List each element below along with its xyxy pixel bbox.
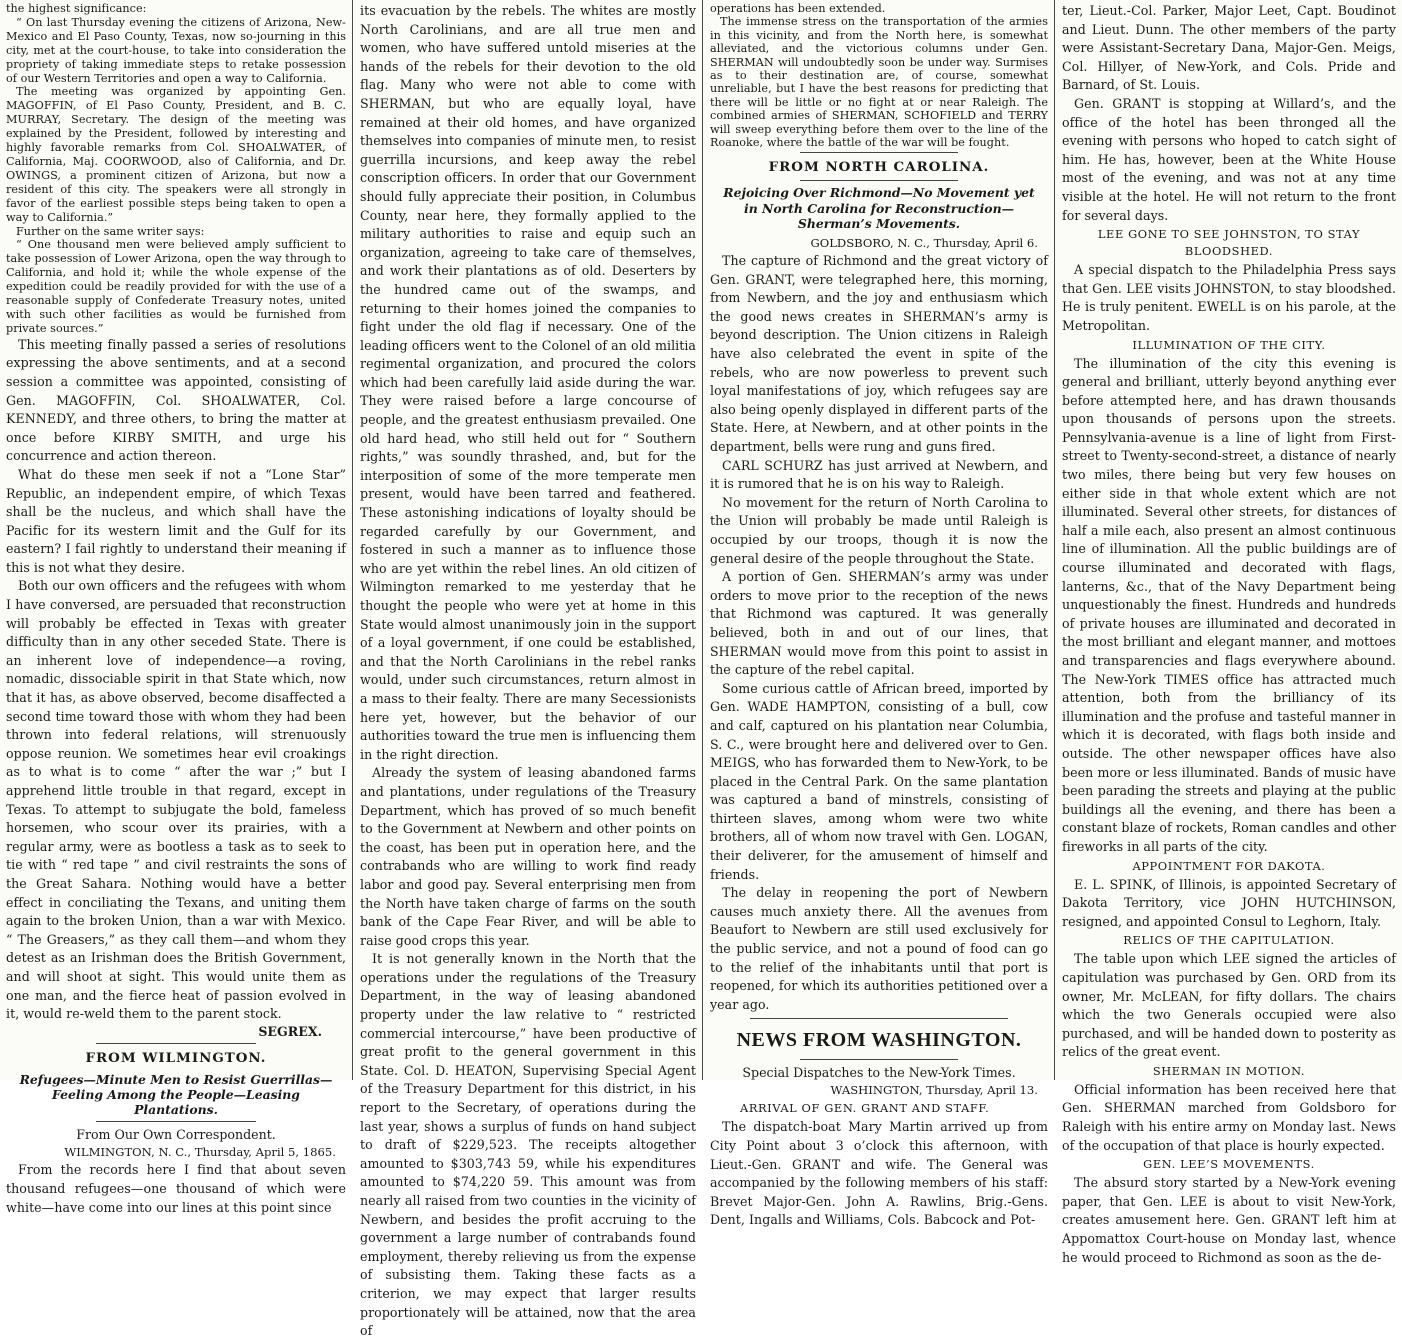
article-paragraph: Official information has been received here that Gen. SHERMAN marched from Goldsboro for Raleigh with his entire army on Monday last. News of the occupation of that place is hourly expected. — [1062, 1081, 1396, 1153]
column-1 — [2, 0, 350, 1215]
article-paragraph: What do these men seek if not a “Lone Star” Republic, an independent empire, of which Texas shall be the nucleus, and which shall have the Pacific for its western limit and the Gulf for its eastern? I fail rightly to understand their meaning if this is not what they desire. — [6, 466, 346, 575]
wilmington-heading: FROM WILMINGTON. — [85, 1049, 267, 1066]
article-paragraph: A special dispatch to the Philadelphia Press says that Gen. LEE visits JOHNSTON, to stay bloodshed. He is truly penitent. EWELL is on his parole, at the Metropolitan. — [1062, 262, 1396, 333]
article-paragraph: The immense stress on the transportation of the armies in this vicinity, and from the North here, is somewhat alleviated, and the victorious columns under Gen. SHERMAN will undoubtedly soon be under way. Surmises as to their destination are, of course, somewhat unreliable, but I have the best reasons for predicting that there will be little or no fight at or near Raleigh. The combined armies of SHERMAN, SCHOFIELD and TERRY will sweep everything before them over to the line of the Roanoke, where the battle of the war will be fought. — [710, 15, 1048, 150]
section-divider — [96, 1043, 256, 1044]
article-paragraph: It is not generally known in the North that the operations under the regulations of the Treasury Department, in the way of leasing abandoned property under the law relative to “ restricted commercial intercourse,” have been productive of great profit to the general government in this State. Col. D. HEATON, Supervising Special Agent of the Treasury Department for this district, in his report to the Secretary, of operations during the last year, shows a surplus of funds on hand subject to draft of $229,523. The receipts altogether amounted to $303,743 59, while his expenditures amounted to $74,220 59. This amount was from nearly all raised from two counties in the vicinity of Newbern, and besides the profit accruing to the government a large number of contrabands found employment, thereby relieving us from the expense of subsisting them. Taking these facts as a criterion, we may expect that larger results proportionately will be attained, now that the area of — [360, 951, 696, 1339]
sherman-subhead: SHERMAN IN MOTION. — [1152, 1063, 1306, 1078]
quote-paragraph: “ One thousand men were believed amply sufficient to take possession of Lower Arizona, open the way through to California, and hold it; while the whole expense of the expedition could be readily provided for with the use of a reasonable supply of Confederate Treasury notes, united with such other facilities as would be furnished from private sources.” — [6, 238, 346, 335]
section-divider — [800, 180, 958, 181]
washington-heading: NEWS FROM WASHINGTON. — [736, 1029, 1022, 1052]
lee-johnston-subhead: LEE GONE TO SEE JOHNSTON, TO STAY BLOODSHED. — [1097, 227, 1361, 259]
column-rule — [352, 0, 353, 1080]
article-paragraph: The dispatch-boat Mary Martin arrived up from City Point about 3 o’clock this afternoon, with Lieut.-Gen. GRANT and wife. The General was accompanied by the following members of his staff: Brevet Major-Gen. John A. Rawlins, Brig.-Gens. Dent, Ingalls and Williams, Cols. Babcock and Pot- — [710, 1119, 1048, 1228]
article-paragraph: The illumination of the city this evening is general and brilliant, utterly beyond anything ever before attempted here, and has drawn thousands upon thousands of persons upon the streets. Pennsylvania-avenue is a line of light from First-street to Twenty-second-street, a distance of nearly two miles, there being but very few houses on either side in that whole extent which are not illuminated. Several other streets, for distances of half a mile each, also present an almost continuous line of illumination. All the public buildings are of course illuminated and decorated with flags, lanterns, &c., that of the Navy Department being unquestionably the finest. Hundreds and hundreds of private houses are illuminated and decorated in the most brilliant and elegant manner, and mottoes and transparencies and flags everywhere abound. The New-York TIMES office has attracted much attention, both from the brilliancy of its illumination and the profuse and tasteful manner in which it is decorated, with flags both inside and outside. The other newspaper offices have also been more or less illuminated. Bands of music have been parading the streets and playing at the public buildings all the evening, and there has been a constant blaze of rockets, Roman candles and other fireworks in all parts of the city. — [1062, 355, 1396, 854]
article-paragraph: The table upon which LEE signed the articles of capitulation was purchased by Gen. ORD from its owner, Mr. McLEAN, for fifty dollars. The chairs which the two Generals occupied were also purchased, and will be handed down to posterity as relics of the great event. — [1062, 951, 1396, 1060]
column-4 — [1058, 0, 1400, 1265]
quote-paragraph: Further on the same writer says: — [16, 224, 205, 238]
quote-paragraph: The meeting was organized by appointing Gen. MAGOFFIN, of El Paso County, President, and B. C. MURRAY, Secretary. The design of the meeting was explained by the President, followed by interesting and highly favorable remarks from Col. SHOALWATER, of California, Maj. COORWOOD, also of California, and Dr. OWINGS, a prominent citizen of Arizona, but now a resident of this city. The speakers were all strongly in favor of the earliest possible steps being taken to open a way to California.” — [6, 85, 346, 224]
section-divider — [800, 152, 958, 153]
article-paragraph: Some curious cattle of African breed, imported by Gen. WADE HAMPTON, consisting of a bull, cow and calf, captured on his plantation near Columbia, S. C., were brought here and delivered over to Gen. MEIGS, who has forwarded them to New-York, to be placed in the Central Park. On the same plantation was captured a band of minstrels, consisting of thirteen slaves, among whom were two white brothers, all of whom now travel with Gen. LOGAN, their deliverer, for the amusement of himself and friends. — [710, 680, 1048, 882]
article-paragraph: E. L. SPINK, of Illinois, is appointed Secretary of Dakota Territory, vice JOHN HUTCHINSON, resigned, and appointed Consul to Leghorn, Italy. — [1062, 876, 1396, 929]
article-paragraph: The delay in reopening the port of Newbern causes much anxiety there. All the avenues from Beaufort to Newbern are still used exclusively for the public service, and not a pound of food can go to the relief of the inhabitants until that port is reopened, for which its authorities petitioned over a year ago. — [710, 885, 1048, 1012]
column-2 — [356, 0, 700, 1339]
article-paragraph: This meeting finally passed a series of resolutions expressing the above sentiments, and at a second session a committee was appointed, consisting of Gen. MAGOFFIN, Col. SHOALWATER, Col. KENNEDY, and three others, to bring the matter at once before KIRBY SMITH, and urge his concurrence and action thereon. — [6, 336, 346, 464]
article-paragraph: Both our own officers and the refugees with whom I have conversed, are persuaded that reconstruction will probably be effected in Texas with greater difficulty than in any other seceded State. There is an inherent love of independence—a roving, nomadic, dissociable spirit in that State which, now that it has, as above observed, become disaffected a second time toward those with whom they had been thrown into federal relations, will strenuously oppose reunion. We sometimes hear evil croakings as to what is to come “ after the war ;” but I apprehend little trouble in that regard, except in Texas. To attempt to subjugate the bold, fameless horsemen, who scour over its prairies, with a regular army, were as bootless a task as to seek to tie with “ red tape ” and civil restraints the sons of the Great Sahara. Nothing would have a better effect in conciliating the Texans, and uniting them again to the broken Union, than a war with Mexico. “ The Greasers,” as they call them—and whom they detest as an Irishman does the British Government, and will shoot at sight. This would unite them as one man, and the fierce heat of passion evolved in it, would re-weld them to the parent stock. — [6, 578, 346, 1022]
lee-movements-subhead: GEN. LEE’S MOVEMENTS. — [1143, 1157, 1315, 1172]
illumination-subhead: ILLUMINATION OF THE CITY. — [1132, 337, 1326, 352]
north-carolina-subhead: Rejoicing Over Richmond—No Movement yet in North Carolina for Reconstruction—Sherman’s Movements. — [723, 185, 1035, 231]
article-paragraph: The capture of Richmond and the great victory of Gen. GRANT, were telegraphed here, this morning, from Newbern, and the joy and enthusiasm which the good news creates in SHERMAN’s army is beyond description. The Union citizens in Raleigh have also celebrated the event in spite of the rebels, who are now powerless to prevent such loyal manifestations of joy, which refugees say are also being openly displayed in different parts of the State. Here, at Newbern, and at other points in the department, bells were rung and guns fired. — [710, 253, 1048, 455]
section-divider — [750, 1018, 1008, 1019]
column-rule — [1054, 0, 1055, 1080]
washington-byline: Special Dispatches to the New-York Times. — [742, 1065, 1016, 1081]
wilmington-dateline: WILMINGTON, N. C., Thursday, April 5, 1865. — [64, 1145, 336, 1160]
article-paragraph: From the records here I find that about seven thousand refugees—one thousand of which were white—have come into our lines at this point since — [6, 1162, 346, 1215]
section-divider — [96, 1121, 256, 1122]
signature: SEGREX. — [258, 1023, 322, 1039]
relics-subhead: RELICS OF THE CAPITULATION. — [1123, 933, 1335, 948]
article-paragraph: No movement for the return of North Carolina to the Union will probably be made until Raleigh is occupied by our troops, though it is now the general desire of the people throughout the State. — [710, 494, 1048, 566]
article-paragraph: its evacuation by the rebels. The whites are mostly North Carolinians, and are all true men and women, who have suffered untold miseries at the hands of the rebels for their devotion to the old flag. Many who were not able to come with SHERMAN, but who are equally loyal, have remained at their old homes, and have organized themselves into companies of minute men, to resist guerrilla incursions, and keep away the rebel conscription officers. In order that our Government should fully appreciate their position, in Columbus County, near here, they formally applied to the military authorities to raise and equip such an organization, agreeing to take care of themselves, and work their plantations as of old. Deserters by the hundred came out of the swamps, and returning to their homes joined the companies to fight under the old flag if necessary. One of the leading officers went to the Colonel of an old militia regimental organization, and procured the colors which had been carefully laid aside during the war. They were raised before a large concourse of people, and the greatest enthusiasm prevailed. One old hard head, who still held out for “ Southern rights,” was soundly thrashed, and, but for the interposition of some of the more temperate men present, would have been tarred and feathered. These astonishing indications of loyalty should be regarded carefully by our Government, and fostered in such a manner as to influence those who are yet within the rebel lines. An old citizen of Wilmington remarked to me yesterday that he thought the people who were yet at home in this State would almost unanimously join in the support of a loyal government, if one could be established, and that the North Carolinians in the rebel ranks would, under such circumstances, return almost in a mass to their fealty. There are many Secessionists here yet, however, but the behavior of our authorities toward the true men is influencing them in the right direction. — [360, 3, 696, 762]
north-carolina-dateline: GOLDSBORO, N. C., Thursday, April 6. — [810, 236, 1038, 251]
quote-intro: the highest significance: — [6, 2, 147, 15]
wilmington-subhead: Refugees—Minute Men to Resist Guerrillas—Feeling Among the People—Leasing Plantations. — [19, 1071, 333, 1118]
washington-dateline: WASHINGTON, Thursday, April 13. — [830, 1083, 1038, 1098]
column-rule — [702, 0, 703, 1080]
article-paragraph: Already the system of leasing abandoned farms and plantations, under regulations of the Treasury Department, which has proved of so much benefit to the Government at Newbern and other points on the coast, has been put in operation here, and the contrabands who are willing to work find ready labor and good pay. Several enterprising men from the North have taken charge of farms on the south bank of the Cape Fear River, and will be able to raise good crops this year. — [360, 765, 696, 948]
arrival-subhead: ARRIVAL OF GEN. GRANT AND STAFF. — [740, 1101, 990, 1116]
article-paragraph: A portion of Gen. SHERMAN’s army was under orders to move prior to the reception of the news that Richmond was captured. It was generally believed, both in and out of our lines, that SHERMAN would move from this point to assist in the capture of the rebel capital. — [710, 569, 1048, 678]
wilmington-byline: From Our Own Correspondent. — [76, 1127, 276, 1143]
article-paragraph: The absurd story started by a New-York evening paper, that Gen. LEE is about to visit New-York, creates amusement here. Gen. GRANT left him at Appomattox Court-house on Monday last, whence he would proceed to Richmond as soon as the de- — [1062, 1175, 1396, 1265]
column-3 — [706, 0, 1052, 1228]
article-paragraph: CARL SCHURZ has just arrived at Newbern, and it is rumored that he is on his way to Raleigh. — [710, 457, 1048, 492]
article-paragraph: operations has been extended. — [710, 2, 886, 15]
article-paragraph: ter, Lieut.-Col. Parker, Major Leet, Capt. Boudinot and Lieut. Dunn. The other members of the party were Assistant-Secretary Dana, Major-Gen. Meigs, Col. Hillyer, of New-York, and Cols. Pride and Barnard, of St. Louis. — [1062, 3, 1396, 93]
dakota-subhead: APPOINTMENT FOR DAKOTA. — [1132, 858, 1326, 873]
section-divider — [800, 1059, 958, 1060]
article-paragraph: Gen. GRANT is stopping at Willard’s, and the office of the hotel has been thronged all the evening with persons who hoped to catch sight of him. He has, however, been at the White House most of the evening, and was not at any time visible at the hotel. He will not return to the front for several days. — [1062, 95, 1396, 223]
north-carolina-heading: FROM NORTH CAROLINA. — [768, 159, 990, 176]
quote-paragraph: “ On last Thursday evening the citizens of Arizona, New-Mexico and El Paso County, Texas, now so-journing in this city, met at the court-house, to take into consideration the propriety of taking immediate steps to retake possession of our Western Territories and open a way to California. — [6, 15, 346, 85]
